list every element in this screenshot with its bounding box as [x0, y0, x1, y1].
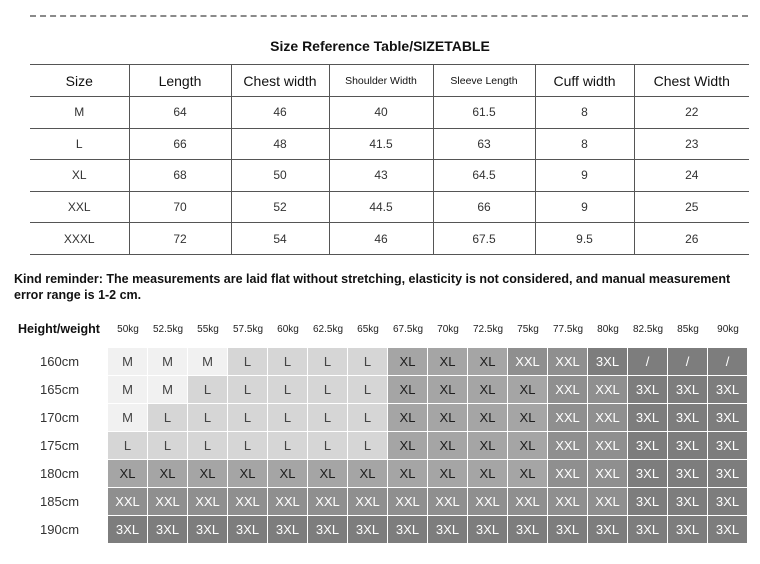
size-grid-cell: L: [268, 348, 308, 376]
size-grid-cell: XL: [468, 376, 508, 404]
size-grid-cell: L: [348, 404, 388, 432]
size-grid-cell: XL: [428, 376, 468, 404]
size-grid-cell: XL: [148, 460, 188, 488]
size-grid-cell: XXL: [428, 488, 468, 516]
table-row: [30, 160, 749, 192]
weight-label: 60kg: [277, 324, 299, 335]
size-grid-cell: L: [268, 404, 308, 432]
size-grid-cell: L: [348, 376, 388, 404]
size-grid-cell: XL: [428, 460, 468, 488]
table-cell: 64.5: [433, 160, 535, 192]
size-grid-cell: 3XL: [628, 376, 668, 404]
table-cell: 52: [231, 191, 329, 223]
size-grid-cell: L: [188, 432, 228, 460]
size-grid-cell: XL: [428, 432, 468, 460]
weight-header-row: [0, 322, 760, 340]
size-grid-cell: XXL: [548, 376, 588, 404]
height-label: 160cm: [40, 354, 80, 369]
table-cell: 72: [129, 223, 231, 255]
header-chest-width-2: Chest Width: [634, 65, 749, 97]
weight-label: 77.5kg: [552, 324, 584, 335]
header-cuff-width: Cuff width: [535, 65, 634, 97]
size-grid-cell: XXL: [468, 488, 508, 516]
weight-label: 75kg: [517, 324, 539, 335]
table-row: [30, 128, 749, 160]
size-grid-cell: M: [148, 376, 188, 404]
size-grid-cell: XL: [468, 460, 508, 488]
table-cell: 46: [231, 97, 329, 129]
size-grid-cell: XXL: [588, 488, 628, 516]
size-grid-cell: M: [188, 348, 228, 376]
size-grid-cell: XL: [388, 460, 428, 488]
size-grid-cell: XL: [468, 432, 508, 460]
height-label: 170cm: [40, 410, 80, 425]
table-cell: 43: [329, 160, 433, 192]
table-cell: 40: [329, 97, 433, 129]
size-grid-cell: M: [108, 404, 148, 432]
size-grid-cell: 3XL: [708, 460, 748, 488]
height-weight-size-grid: [108, 348, 748, 544]
size-grid-cell: L: [228, 348, 268, 376]
size-grid-cell: 3XL: [428, 516, 468, 544]
size-grid-cell: 3XL: [308, 516, 348, 544]
size-grid-cell: L: [148, 404, 188, 432]
size-grid-cell: M: [108, 348, 148, 376]
size-grid-cell: 3XL: [628, 404, 668, 432]
table-cell: 44.5: [329, 191, 433, 223]
table-cell: 8: [535, 97, 634, 129]
dashed-divider: [30, 15, 748, 17]
table-cell: 63: [433, 128, 535, 160]
size-grid-cell: XL: [468, 348, 508, 376]
size-grid-cell: 3XL: [628, 460, 668, 488]
weight-label: 62.5kg: [312, 324, 344, 335]
size-grid-cell: 3XL: [708, 488, 748, 516]
size-grid-cell: XL: [508, 404, 548, 432]
size-grid-cell: XL: [308, 460, 348, 488]
table-cell: 24: [634, 160, 749, 192]
size-grid-cell: 3XL: [628, 516, 668, 544]
weight-label: 80kg: [597, 324, 619, 335]
size-grid-cell: XL: [388, 376, 428, 404]
size-grid-cell: 3XL: [468, 516, 508, 544]
size-grid-cell: XXL: [268, 488, 308, 516]
size-grid-cell: XXL: [588, 460, 628, 488]
size-grid-cell: 3XL: [668, 404, 708, 432]
size-grid-cell: XL: [188, 460, 228, 488]
table-row: [30, 97, 749, 129]
size-grid-cell: /: [668, 348, 708, 376]
size-grid-cell: XXL: [308, 488, 348, 516]
weight-label: 55kg: [197, 324, 219, 335]
table-cell: 54: [231, 223, 329, 255]
table-cell: 67.5: [433, 223, 535, 255]
table-row: [30, 191, 749, 223]
table-cell: 61.5: [433, 97, 535, 129]
size-grid-cell: 3XL: [348, 516, 388, 544]
size-grid-cell: XL: [428, 404, 468, 432]
size-grid-cell: XXL: [548, 404, 588, 432]
size-grid-cell: L: [188, 376, 228, 404]
table-cell: 41.5: [329, 128, 433, 160]
size-grid-cell: L: [308, 376, 348, 404]
size-grid-cell: 3XL: [548, 516, 588, 544]
table-row: [30, 223, 749, 255]
size-grid-cell: /: [628, 348, 668, 376]
size-grid-cell: L: [188, 404, 228, 432]
weight-label: 67.5kg: [392, 324, 424, 335]
size-grid-cell: 3XL: [388, 516, 428, 544]
size-grid-cell: XXL: [588, 376, 628, 404]
header-sleeve-length: Sleeve Length: [433, 65, 535, 97]
size-grid-cell: XXL: [388, 488, 428, 516]
page-title: Size Reference Table/SIZETABLE: [270, 38, 490, 54]
weight-label: 85kg: [677, 324, 699, 335]
size-grid-cell: 3XL: [588, 348, 628, 376]
size-grid-cell: 3XL: [108, 516, 148, 544]
size-grid-cell: XXL: [348, 488, 388, 516]
header-shoulder-width: Shoulder Width: [329, 65, 433, 97]
table-cell: 26: [634, 223, 749, 255]
height-label: 190cm: [40, 522, 80, 537]
size-grid-cell: 3XL: [708, 404, 748, 432]
size-grid-cell: XL: [348, 460, 388, 488]
table-cell: 66: [433, 191, 535, 223]
size-grid-cell: 3XL: [668, 516, 708, 544]
weight-label: 90kg: [717, 324, 739, 335]
header-length: Length: [129, 65, 231, 97]
size-table-header-row: [30, 65, 749, 97]
size-grid-cell: XL: [508, 376, 548, 404]
size-grid-cell: L: [348, 432, 388, 460]
size-grid-cell: XXL: [508, 488, 548, 516]
size-grid-cell: 3XL: [628, 432, 668, 460]
size-grid-cell: XL: [508, 432, 548, 460]
size-grid-cell: L: [268, 376, 308, 404]
size-grid-cell: L: [348, 348, 388, 376]
table-cell: 25: [634, 191, 749, 223]
size-grid-cell: XXL: [548, 348, 588, 376]
table-cell: 50: [231, 160, 329, 192]
size-grid-cell: 3XL: [508, 516, 548, 544]
size-grid-cell: XXL: [588, 432, 628, 460]
size-grid-cell: L: [308, 348, 348, 376]
size-grid-cell: 3XL: [228, 516, 268, 544]
size-grid-cell: XXL: [508, 348, 548, 376]
size-grid-cell: M: [108, 376, 148, 404]
table-cell: 22: [634, 97, 749, 129]
height-weight-label: Height/weight: [18, 322, 100, 336]
size-grid-cell: L: [108, 432, 148, 460]
size-grid-cell: 3XL: [708, 376, 748, 404]
size-grid-cell: XXL: [108, 488, 148, 516]
table-cell: 9: [535, 191, 634, 223]
size-grid-cell: 3XL: [268, 516, 308, 544]
table-cell: L: [30, 128, 129, 160]
size-grid-cell: XL: [508, 460, 548, 488]
table-cell: 48: [231, 128, 329, 160]
size-grid-cell: XL: [388, 404, 428, 432]
size-grid-cell: XL: [268, 460, 308, 488]
size-grid-cell: XL: [388, 348, 428, 376]
table-cell: 64: [129, 97, 231, 129]
size-grid-cell: 3XL: [668, 488, 708, 516]
size-grid-cell: XXL: [228, 488, 268, 516]
height-label: 165cm: [40, 382, 80, 397]
size-grid-cell: 3XL: [188, 516, 228, 544]
table-cell: 68: [129, 160, 231, 192]
table-cell: 23: [634, 128, 749, 160]
size-grid-cell: 3XL: [668, 376, 708, 404]
header-chest-width: Chest width: [231, 65, 329, 97]
height-labels: [40, 348, 92, 544]
size-grid-cell: M: [148, 348, 188, 376]
height-label: 180cm: [40, 466, 80, 481]
table-cell: XXL: [30, 191, 129, 223]
size-grid-cell: 3XL: [628, 488, 668, 516]
size-grid-cell: XL: [388, 432, 428, 460]
size-grid-cell: XXL: [588, 404, 628, 432]
weight-label: 57.5kg: [232, 324, 264, 335]
weight-label: 52.5kg: [152, 324, 184, 335]
size-grid-cell: L: [308, 432, 348, 460]
size-grid-cell: L: [228, 376, 268, 404]
table-cell: 8: [535, 128, 634, 160]
size-grid-cell: XL: [228, 460, 268, 488]
table-cell: 9.5: [535, 223, 634, 255]
size-grid-cell: L: [148, 432, 188, 460]
size-grid-cell: 3XL: [708, 516, 748, 544]
table-cell: 46: [329, 223, 433, 255]
size-grid-cell: 3XL: [668, 460, 708, 488]
table-cell: XXXL: [30, 223, 129, 255]
size-grid-cell: L: [268, 432, 308, 460]
size-grid-cell: L: [228, 432, 268, 460]
size-grid-cell: L: [308, 404, 348, 432]
header-size: Size: [30, 65, 129, 97]
table-cell: 66: [129, 128, 231, 160]
size-grid-cell: XXL: [548, 488, 588, 516]
size-grid-cell: L: [228, 404, 268, 432]
weight-label: 65kg: [357, 324, 379, 335]
kind-reminder-note: Kind reminder: The measurements are laid flat without stretching, elasticity is not considered, and manual measurement error range is 1-2 cm.: [14, 272, 731, 302]
table-cell: XL: [30, 160, 129, 192]
weight-label: 82.5kg: [632, 324, 664, 335]
size-grid-cell: 3XL: [668, 432, 708, 460]
size-grid-cell: XXL: [548, 460, 588, 488]
size-grid-cell: 3XL: [708, 432, 748, 460]
size-grid-cell: 3XL: [588, 516, 628, 544]
size-grid-cell: /: [708, 348, 748, 376]
size-grid-cell: XL: [468, 404, 508, 432]
table-cell: 9: [535, 160, 634, 192]
size-grid-cell: XXL: [548, 432, 588, 460]
weight-label: 50kg: [117, 324, 139, 335]
table-cell: 70: [129, 191, 231, 223]
size-reference-table: [30, 64, 749, 255]
weight-label: 70kg: [437, 324, 459, 335]
size-grid-cell: XXL: [148, 488, 188, 516]
size-grid-cell: XL: [108, 460, 148, 488]
height-label: 185cm: [40, 494, 80, 509]
weight-label: 72.5kg: [472, 324, 504, 335]
height-label: 175cm: [40, 438, 80, 453]
size-grid-cell: 3XL: [148, 516, 188, 544]
size-grid-cell: XL: [428, 348, 468, 376]
table-cell: M: [30, 97, 129, 129]
size-grid-cell: XXL: [188, 488, 228, 516]
